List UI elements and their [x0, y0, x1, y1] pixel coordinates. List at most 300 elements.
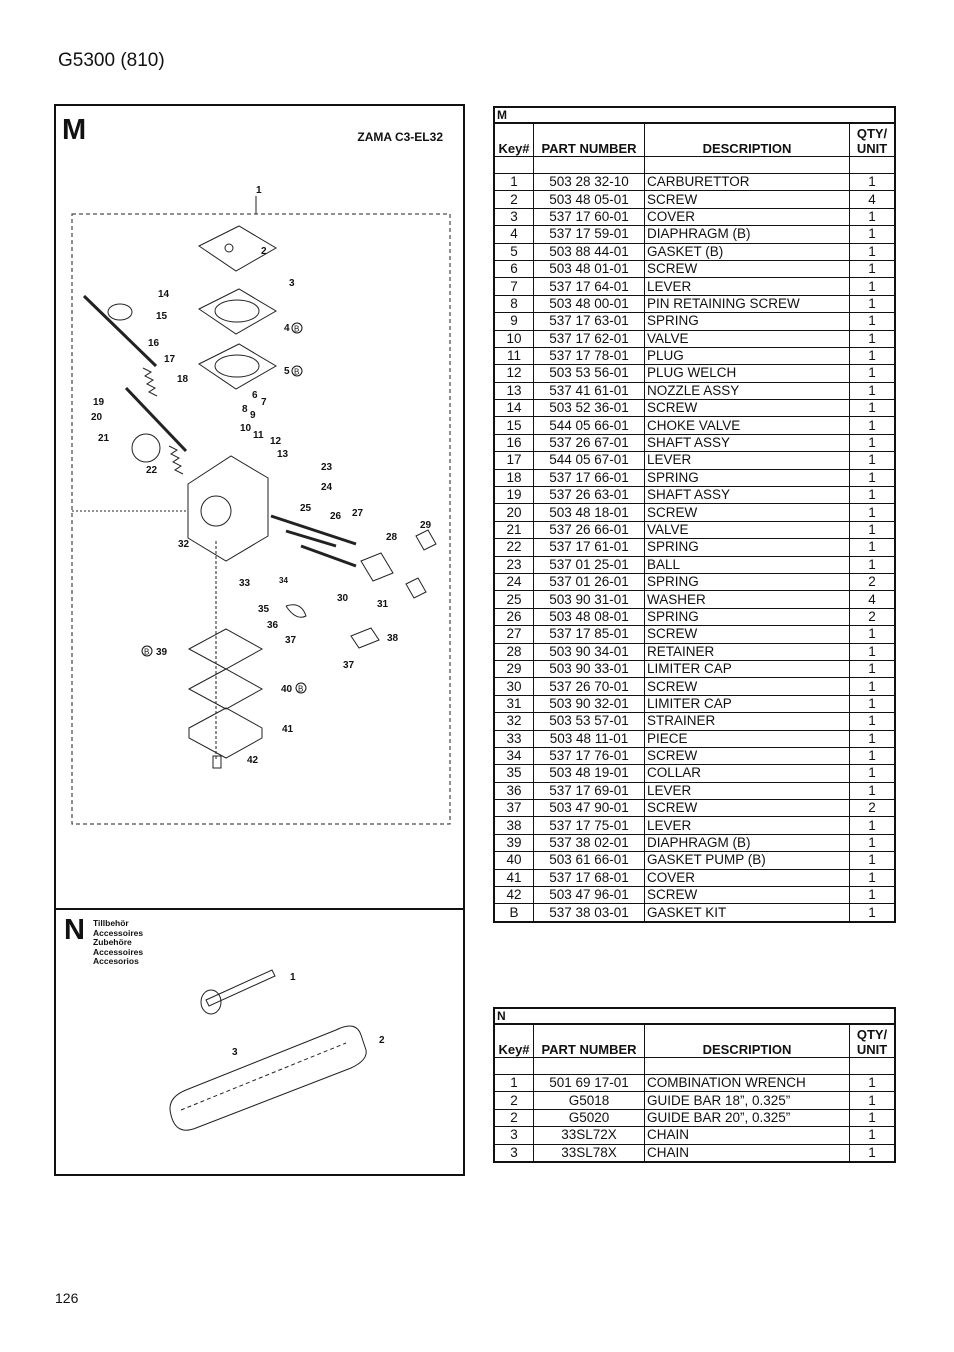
callout-number: 22 — [146, 465, 158, 476]
cell-description: PLUG — [645, 347, 850, 364]
cell-part-number: G5020 — [534, 1109, 645, 1126]
cell-description: DIAPHRAGM (B) — [645, 834, 850, 851]
accessories-diagram — [56, 910, 463, 1174]
table-row — [494, 278, 895, 295]
table-header-row — [494, 123, 895, 157]
table-spacer-row — [494, 1058, 895, 1075]
cell-qty: 1 — [850, 643, 896, 660]
callout-number: 17 — [164, 354, 176, 365]
cell-key: B — [494, 904, 534, 922]
cell-key: 37 — [494, 800, 534, 817]
table-row — [494, 695, 895, 712]
cell-qty: 1 — [850, 556, 896, 573]
table-row — [494, 208, 895, 225]
cell-part-number: 503 28 32-10 — [534, 174, 645, 191]
cell-key: 31 — [494, 695, 534, 712]
cell-part-number: 537 17 62-01 — [534, 330, 645, 347]
cell-key: 36 — [494, 782, 534, 799]
carburettor-exploded-diagram — [56, 106, 463, 908]
cell-key: 39 — [494, 834, 534, 851]
cell-key: 17 — [494, 452, 534, 469]
cell-qty: 1 — [850, 243, 896, 260]
table-row — [494, 556, 895, 573]
cell-part-number: 537 41 61-01 — [534, 382, 645, 399]
combination-wrench — [206, 970, 275, 1006]
table-row — [494, 678, 895, 695]
callout-number: 19 — [93, 397, 105, 408]
callout-number: 27 — [352, 508, 364, 519]
callout-number: 4 — [284, 323, 290, 334]
cell-qty: 1 — [850, 817, 896, 834]
callout-number: 11 — [253, 430, 264, 441]
cell-key: 1 — [494, 1075, 534, 1092]
cell-part-number: 537 01 25-01 — [534, 556, 645, 573]
table-row — [494, 904, 895, 922]
cell-qty: 4 — [850, 591, 896, 608]
callout-number: 30 — [337, 593, 349, 604]
cell-key: 2 — [494, 1109, 534, 1126]
cell-part-number: G5018 — [534, 1092, 645, 1109]
cell-key: 35 — [494, 765, 534, 782]
cell-part-number: 33SL72X — [534, 1127, 645, 1144]
cell-qty: 4 — [850, 191, 896, 208]
cell-key: 42 — [494, 887, 534, 904]
callout-number: 37 — [343, 660, 355, 671]
callout-number: 2 — [379, 1035, 385, 1046]
table-row — [494, 469, 895, 486]
cell-description: SCREW — [645, 678, 850, 695]
cell-qty: 1 — [850, 521, 896, 538]
bottom-screw — [213, 756, 221, 768]
cell-part-number: 503 88 44-01 — [534, 243, 645, 260]
pump-gasket — [189, 669, 262, 709]
callout-number: 1 — [290, 972, 296, 983]
cell-description: COVER — [645, 869, 850, 886]
cell-key: 10 — [494, 330, 534, 347]
cell-qty: 1 — [850, 504, 896, 521]
callout-number: 40 — [281, 684, 293, 695]
callout-number: 7 — [261, 397, 267, 408]
cell-qty: 1 — [850, 695, 896, 712]
cell-key: 5 — [494, 243, 534, 260]
cell-part-number: 503 48 00-01 — [534, 295, 645, 312]
cell-qty: 1 — [850, 834, 896, 851]
cell-part-number: 537 17 68-01 — [534, 869, 645, 886]
header-qty: QTY/ UNIT — [850, 123, 896, 157]
table-section-row — [494, 1008, 895, 1024]
cell-qty: 1 — [850, 713, 896, 730]
cell-description: VALVE — [645, 330, 850, 347]
callout-number: 13 — [277, 449, 289, 460]
table-row — [494, 1144, 895, 1162]
table-row — [494, 347, 895, 364]
table-row — [494, 713, 895, 730]
callout-number: 14 — [158, 289, 170, 300]
cell-key: 12 — [494, 365, 534, 382]
table-row — [494, 834, 895, 851]
cell-qty: 1 — [850, 313, 896, 330]
cell-description: SCREW — [645, 800, 850, 817]
cell-key: 18 — [494, 469, 534, 486]
cell-key: 14 — [494, 400, 534, 417]
table-row — [494, 539, 895, 556]
cell-part-number: 503 90 33-01 — [534, 660, 645, 677]
callout-number: 28 — [386, 532, 398, 543]
callout-number: 5 — [284, 366, 290, 377]
callout-number: 3 — [232, 1047, 238, 1058]
cell-qty: 1 — [850, 1144, 896, 1162]
accessories-panel-n — [54, 908, 465, 1176]
cell-description: LEVER — [645, 278, 850, 295]
cell-description: SCREW — [645, 191, 850, 208]
cell-key: 8 — [494, 295, 534, 312]
table-row — [494, 417, 895, 434]
header-key: Key# — [494, 1024, 534, 1058]
cell-key: 29 — [494, 660, 534, 677]
table-row — [494, 1127, 895, 1144]
table-row — [494, 434, 895, 451]
cell-qty: 1 — [850, 660, 896, 677]
table-row — [494, 765, 895, 782]
callout-number: 35 — [258, 604, 270, 615]
cell-part-number: 33SL78X — [534, 1144, 645, 1162]
table-section-row — [494, 107, 895, 123]
cell-description: LIMITER CAP — [645, 695, 850, 712]
cell-key: 6 — [494, 260, 534, 277]
cell-part-number: 503 52 36-01 — [534, 400, 645, 417]
lang-label: Accessoires — [93, 927, 144, 938]
callout-number: 25 — [300, 503, 312, 514]
callout-number: 3 — [289, 278, 295, 289]
table-row — [494, 660, 895, 677]
cell-description: LEVER — [645, 452, 850, 469]
cell-qty: 1 — [850, 747, 896, 764]
cell-qty: 1 — [850, 765, 896, 782]
cell-key: 22 — [494, 539, 534, 556]
callout-number: 26 — [330, 511, 342, 522]
table-row — [494, 643, 895, 660]
cell-key: 34 — [494, 747, 534, 764]
cell-key: 27 — [494, 626, 534, 643]
cell-part-number: 537 26 66-01 — [534, 521, 645, 538]
cell-part-number: 537 17 75-01 — [534, 817, 645, 834]
cell-part-number: 503 48 01-01 — [534, 260, 645, 277]
table-row — [494, 869, 895, 886]
table-row — [494, 313, 895, 330]
callout-number: 37 — [285, 635, 297, 646]
table-row — [494, 1075, 895, 1092]
cell-qty: 1 — [850, 434, 896, 451]
cell-qty: 1 — [850, 539, 896, 556]
cell-key: 41 — [494, 869, 534, 886]
cell-part-number: 503 47 90-01 — [534, 800, 645, 817]
cell-description: CHAIN — [645, 1144, 850, 1162]
table-row — [494, 573, 895, 590]
cell-qty: 1 — [850, 869, 896, 886]
cell-description: NOZZLE ASSY — [645, 382, 850, 399]
cell-description: SCREW — [645, 260, 850, 277]
cell-description: BALL — [645, 556, 850, 573]
cell-key: 40 — [494, 852, 534, 869]
cell-part-number: 503 47 96-01 — [534, 887, 645, 904]
cell-description: COVER — [645, 208, 850, 225]
page-number: 126 — [55, 1290, 79, 1306]
table-row — [494, 730, 895, 747]
cell-key: 3 — [494, 208, 534, 225]
cell-qty: 1 — [850, 452, 896, 469]
cell-qty: 1 — [850, 365, 896, 382]
header-part-number: PART NUMBER — [534, 123, 645, 157]
cell-qty: 1 — [850, 1109, 896, 1126]
cell-part-number: 537 17 66-01 — [534, 469, 645, 486]
cell-description: CHOKE VALVE — [645, 417, 850, 434]
callout-number: 42 — [247, 755, 259, 766]
bottom-cover — [189, 708, 262, 758]
cell-description: LEVER — [645, 782, 850, 799]
gasket-part — [199, 344, 276, 389]
cell-description: SHAFT ASSY — [645, 434, 850, 451]
table-row — [494, 591, 895, 608]
lang-label: Accesorios — [93, 956, 139, 967]
cell-part-number: 503 48 18-01 — [534, 504, 645, 521]
cell-part-number: 537 17 61-01 — [534, 539, 645, 556]
table-row — [494, 452, 895, 469]
cell-description: SCREW — [645, 747, 850, 764]
table-row — [494, 1109, 895, 1126]
cell-description: SPRING — [645, 469, 850, 486]
chain — [181, 1043, 346, 1110]
cell-key: 26 — [494, 608, 534, 625]
callout-number: 32 — [178, 539, 190, 550]
callout-number: 34 — [279, 576, 288, 585]
table-section-label: M — [494, 107, 895, 123]
cell-qty: 1 — [850, 887, 896, 904]
cell-part-number: 537 17 76-01 — [534, 747, 645, 764]
cell-description: LIMITER CAP — [645, 660, 850, 677]
table-spacer-row — [494, 157, 895, 174]
cell-description: SHAFT ASSY — [645, 487, 850, 504]
cell-qty: 1 — [850, 330, 896, 347]
callout-number: 29 — [420, 520, 432, 531]
header-qty: QTY/ UNIT — [850, 1024, 896, 1058]
table-row — [494, 817, 895, 834]
cell-description: CARBURETTOR — [645, 174, 850, 191]
cell-part-number: 537 38 03-01 — [534, 904, 645, 922]
cell-qty: 1 — [850, 678, 896, 695]
cell-qty: 1 — [850, 226, 896, 243]
cell-description: GASKET KIT — [645, 904, 850, 922]
table-row — [494, 330, 895, 347]
cell-description: DIAPHRAGM (B) — [645, 226, 850, 243]
cell-key: 3 — [494, 1127, 534, 1144]
cell-qty: 1 — [850, 469, 896, 486]
cell-qty: 1 — [850, 1092, 896, 1109]
table-row — [494, 226, 895, 243]
cell-part-number: 503 90 34-01 — [534, 643, 645, 660]
cell-qty: 1 — [850, 852, 896, 869]
choke-shaft — [84, 296, 156, 366]
cell-qty: 1 — [850, 382, 896, 399]
header-key: Key# — [494, 123, 534, 157]
cell-part-number: 537 17 85-01 — [534, 626, 645, 643]
cell-description: PLUG WELCH — [645, 365, 850, 382]
cell-description: VALVE — [645, 521, 850, 538]
table-row — [494, 782, 895, 799]
callout-number: 33 — [239, 578, 251, 589]
choke-valve — [108, 304, 132, 320]
cell-key: 28 — [494, 643, 534, 660]
cell-part-number: 503 53 56-01 — [534, 365, 645, 382]
cell-qty: 1 — [850, 487, 896, 504]
cell-description: RETAINER — [645, 643, 850, 660]
cell-key: 32 — [494, 713, 534, 730]
cell-key: 3 — [494, 1144, 534, 1162]
cell-key: 13 — [494, 382, 534, 399]
cell-qty: 1 — [850, 347, 896, 364]
lang-label: Zubehöre — [93, 937, 132, 948]
cell-qty: 2 — [850, 573, 896, 590]
cell-qty: 2 — [850, 800, 896, 817]
cell-part-number: 544 05 67-01 — [534, 452, 645, 469]
cell-key: 19 — [494, 487, 534, 504]
cell-part-number: 503 48 19-01 — [534, 765, 645, 782]
cell-qty: 1 — [850, 400, 896, 417]
cell-description: SPRING — [645, 608, 850, 625]
table-row — [494, 504, 895, 521]
limiter-cap — [361, 553, 393, 581]
callout-number: 12 — [270, 436, 282, 447]
cell-key: 24 — [494, 573, 534, 590]
callout-number: 38 — [387, 633, 399, 644]
cell-key: 4 — [494, 226, 534, 243]
callout-number: 21 — [98, 433, 110, 444]
cell-key: 7 — [494, 278, 534, 295]
table-row — [494, 747, 895, 764]
cell-part-number: 537 17 64-01 — [534, 278, 645, 295]
cell-key: 2 — [494, 191, 534, 208]
cell-part-number: 537 26 63-01 — [534, 487, 645, 504]
callout-number: 6 — [252, 390, 258, 401]
table-row — [494, 887, 895, 904]
cell-description: COLLAR — [645, 765, 850, 782]
guide-bar — [170, 1026, 366, 1130]
table-row — [494, 1092, 895, 1109]
cell-key: 21 — [494, 521, 534, 538]
cell-description: WASHER — [645, 591, 850, 608]
cell-qty: 1 — [850, 174, 896, 191]
cell-part-number: 537 38 02-01 — [534, 834, 645, 851]
cell-part-number: 537 17 78-01 — [534, 347, 645, 364]
header-description: DESCRIPTION — [645, 123, 850, 157]
callout-number: 15 — [156, 311, 168, 322]
header-part-number: PART NUMBER — [534, 1024, 645, 1058]
cell-key: 2 — [494, 1092, 534, 1109]
cell-part-number: 537 17 60-01 — [534, 208, 645, 225]
cell-part-number: 503 53 57-01 — [534, 713, 645, 730]
parts-table-n — [493, 1007, 896, 1163]
cell-description: SCREW — [645, 887, 850, 904]
page-title: G5300 (810) — [58, 50, 165, 71]
cell-qty: 1 — [850, 208, 896, 225]
cell-part-number: 503 90 32-01 — [534, 695, 645, 712]
table-row — [494, 243, 895, 260]
cell-description: SCREW — [645, 626, 850, 643]
spring-part — [169, 446, 183, 474]
cell-qty: 1 — [850, 295, 896, 312]
table-row — [494, 260, 895, 277]
callout-number: 2 — [261, 246, 267, 257]
cell-qty: 1 — [850, 1075, 896, 1092]
cell-key: 30 — [494, 678, 534, 695]
callout-number: 41 — [282, 724, 294, 735]
b-marker-label: B — [294, 367, 300, 377]
cell-key: 15 — [494, 417, 534, 434]
cell-part-number: 503 48 05-01 — [534, 191, 645, 208]
panel-letter-m: M — [62, 114, 87, 146]
table-row — [494, 174, 895, 191]
cell-part-number: 503 90 31-01 — [534, 591, 645, 608]
callout-number: 39 — [156, 647, 168, 658]
callout-number: 16 — [148, 338, 160, 349]
cell-description: GASKET PUMP (B) — [645, 852, 850, 869]
b-marker-label: B — [298, 684, 304, 694]
cell-part-number: 544 05 66-01 — [534, 417, 645, 434]
cell-description: SPRING — [645, 313, 850, 330]
cell-key: 20 — [494, 504, 534, 521]
callout-number: 36 — [267, 620, 279, 631]
callout-number: 23 — [321, 462, 333, 473]
cell-description: SPRING — [645, 539, 850, 556]
spring-part — [143, 368, 157, 396]
cell-part-number: 537 01 26-01 — [534, 573, 645, 590]
lang-label: Accessoires — [93, 946, 144, 957]
table-row — [494, 521, 895, 538]
panel-letter-n: N — [64, 914, 85, 946]
cell-description: GUIDE BAR 20”, 0.325” — [645, 1109, 850, 1126]
parts-table-m — [493, 106, 896, 923]
cell-qty: 1 — [850, 1127, 896, 1144]
throttle-shaft — [126, 388, 186, 451]
carburettor-body — [188, 456, 268, 561]
cell-part-number: 503 48 08-01 — [534, 608, 645, 625]
table-row — [494, 382, 895, 399]
table-row — [494, 852, 895, 869]
callout-number: 24 — [321, 482, 333, 493]
cell-part-number: 537 26 70-01 — [534, 678, 645, 695]
header-description: DESCRIPTION — [645, 1024, 850, 1058]
lever-part — [286, 605, 306, 618]
table-row — [494, 295, 895, 312]
cell-key: 9 — [494, 313, 534, 330]
cell-description: GASKET (B) — [645, 243, 850, 260]
pump-diaphragm — [189, 629, 262, 669]
table-row — [494, 487, 895, 504]
cell-qty: 1 — [850, 278, 896, 295]
cell-qty: 1 — [850, 626, 896, 643]
cell-description: SPRING — [645, 573, 850, 590]
cell-key: 25 — [494, 591, 534, 608]
callout-number: 1 — [256, 185, 262, 196]
throttle-valve — [132, 434, 160, 462]
cell-part-number: 503 48 11-01 — [534, 730, 645, 747]
cell-qty: 1 — [850, 730, 896, 747]
table-section-label: N — [494, 1008, 895, 1024]
cell-qty: 1 — [850, 904, 896, 922]
callout-number: 8 — [242, 404, 248, 415]
cell-qty: 1 — [850, 260, 896, 277]
cell-key: 1 — [494, 174, 534, 191]
callout-number: 20 — [91, 412, 103, 423]
